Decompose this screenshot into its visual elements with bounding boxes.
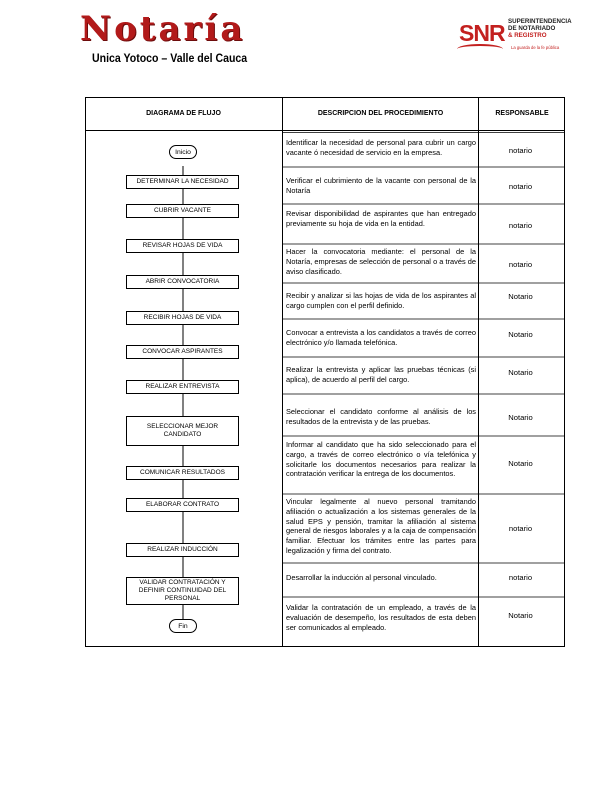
row-responsible: Notario [508,292,533,301]
snr-logo [455,16,585,56]
row-description: Hacer la convocatoria mediante: el personal de la Notaría, empresas de selección de personal o a través de aviso clasificado. [286,247,476,276]
flow-step: RECIBIR HOJAS DE VIDA [126,311,239,325]
row-responsible: notario [508,524,533,533]
row-responsible: notario [508,182,533,191]
row-responsible: notario [508,146,533,155]
notaria-logo: Notaría [80,9,246,49]
snr-swoosh-icon [457,44,503,54]
snr-tagline: La guarda de la fe pública [511,45,560,50]
row-description: Revisar disponibilidad de aspirantes que han entregado previamente su hoja de vida en la entidad. [286,209,476,228]
flow-step: CONVOCAR ASPIRANTES [126,345,239,359]
row-description: Convocar a entrevista a los candidatos a través de correo electrónico y/o llamada telefónica. [286,328,476,347]
row-responsible: Notario [508,611,533,620]
flow-step: REVISAR HOJAS DE VIDA [126,239,239,253]
flow-step: SELECCIONAR MEJOR CANDIDATO [126,416,239,446]
snr-letters: SNR [459,20,505,46]
row-description: Verificar el cubrimiento de la vacante con personal de la Notaría [286,176,476,195]
row-responsible: Notario [508,368,533,377]
row-description: Desarrollar la inducción al personal vinculado. [286,573,437,582]
row-responsible: Notario [508,330,533,339]
row-responsible: Notario [508,413,533,422]
row-responsible: notario [508,573,533,582]
flow-step: DETERMINAR LA NECESIDAD [126,175,239,189]
row-description: Validar la contratación de un empleado, a través de la evaluación de desempeño, los resultados de esta deben ser comunicados al empleado. [286,603,476,632]
flow-end: Fin [169,619,197,633]
procedure-table [85,97,565,647]
snr-name [508,18,572,39]
snr-line-2: DE NOTARIADO [508,25,556,32]
row-description: Identificar la necesidad de personal para cubrir un cargo vacante ó necesidad de servicio en la empresa. [286,138,476,157]
row-description: Informar al candidato que ha sido seleccionado para el cargo, a través de correo electrónico o vía telefónica y solicitarle los documentos necesarios para realizar la contratación verificar la entrega de los documentos. [286,440,476,479]
flow-step: ABRIR CONVOCATORIA [126,275,239,289]
flow-step: ELABORAR CONTRATO [126,498,239,512]
snr-line-3: & REGISTRO [508,32,547,39]
header-flow-diagram: DIAGRAMA DE FLUJO [146,110,221,117]
flow-step: COMUNICAR RESULTADOS [126,466,239,480]
flow-step: REALIZAR INDUCCIÓN [126,543,239,557]
flow-step: REALIZAR ENTREVISTA [126,380,239,394]
row-description: Recibir y analizar si las hojas de vida de los aspirantes al cargo cumplen con el perfil definido. [286,291,476,310]
row-responsible: notario [508,221,533,230]
notaria-subtitle: Unica Yotoco – Valle del Cauca [92,51,248,65]
flow-step: VALIDAR CONTRATACIÓN Y DEFINIR CONTINUIDAD DEL PERSONAL [126,577,239,605]
snr-line-1: SUPERINTENDENCIA [508,18,572,25]
header-description: DESCRIPCION DEL PROCEDIMIENTO [317,110,444,117]
row-responsible: notario [508,260,533,269]
row-responsible: Notario [508,459,533,468]
row-description: Vincular legalmente al nuevo personal tramitando afiliación o actualización a los sistemas generales de la salud EPS y pensión, tramitar la afiliación al sistema general de riesgos laborales y a la caja de compensación familiar. Efectuar los trámites entre las partes para legalización y firma del contrato. [286,497,476,555]
flow-step: CUBRIR VACANTE [126,204,239,218]
flow-start: Inicio [169,145,197,159]
header-responsible: RESPONSABLE [495,110,549,117]
row-description: Realizar la entrevista y aplicar las pruebas técnicas (si aplica), de acuerdo al perfil del cargo. [286,365,476,384]
row-description: Seleccionar el candidato conforme al análisis de los resultados de la entrevista y de las pruebas. [286,407,476,426]
